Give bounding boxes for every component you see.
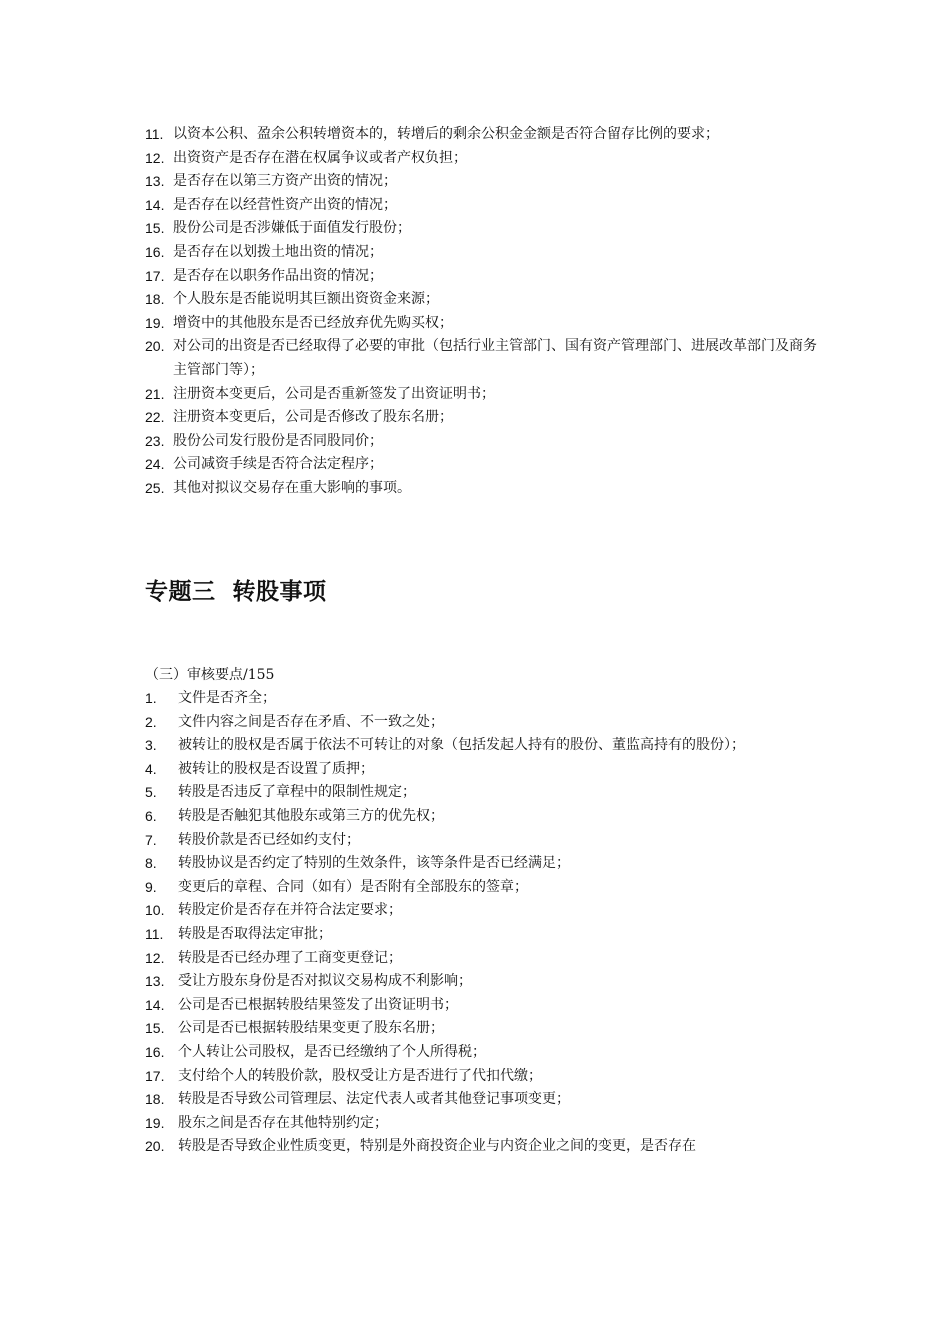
item-number: 24. xyxy=(145,456,165,473)
list-item xyxy=(145,711,825,735)
item-text: 增资中的其他股东是否已经放弃优先购买权； xyxy=(173,314,453,331)
share-transfer-points-list xyxy=(145,687,825,1159)
item-text: 被转让的股权是否属于依法不可转让的对象（包括发起人持有的股份、董监高持有的股份）； xyxy=(178,737,745,754)
list-item xyxy=(145,687,825,711)
item-number: 25. xyxy=(145,479,165,496)
item-text: 转股是否导致企业性质变更，特别是外商投资企业与内资企业之间的变更，是否存在 xyxy=(178,1138,696,1155)
list-item xyxy=(145,923,825,947)
item-number: 5. xyxy=(145,784,157,801)
item-text: 以资本公积、盈余公积转增资本的，转增后的剩余公积金金额是否符合留存比例的要求； xyxy=(173,126,719,142)
item-text: 个人股东是否能说明其巨额出资资金来源； xyxy=(173,291,439,308)
item-number: 3. xyxy=(145,737,157,754)
item-number: 14. xyxy=(145,196,165,213)
item-number: 12. xyxy=(145,949,165,966)
item-text: 转股协议是否约定了特别的生效条件，该等条件是否已经满足； xyxy=(178,855,570,872)
item-text: 转股是否触犯其他股东或第三方的优先权； xyxy=(178,807,444,824)
item-number: 19. xyxy=(145,314,165,331)
list-item xyxy=(145,335,825,382)
list-item xyxy=(145,1041,825,1065)
section-subheading: （三）审核要点/155 xyxy=(145,667,275,683)
list-item xyxy=(145,829,825,853)
item-number: 18. xyxy=(145,291,165,308)
list-item xyxy=(145,970,825,994)
item-number: 20. xyxy=(145,338,165,355)
item-number: 14. xyxy=(145,996,165,1013)
list-item xyxy=(145,241,825,265)
list-item xyxy=(145,406,825,430)
item-text: 转股是否违反了章程中的限制性规定； xyxy=(178,784,416,801)
item-text: 股东之间是否存在其他特别约定； xyxy=(178,1114,388,1131)
item-text: 转股是否取得法定审批； xyxy=(178,925,332,942)
item-text: 是否存在以经营性资产出资的情况； xyxy=(173,196,397,213)
list-item xyxy=(145,947,825,971)
item-number: 12. xyxy=(145,149,165,166)
item-number: 23. xyxy=(145,432,165,449)
item-number: 10. xyxy=(145,902,165,919)
list-item xyxy=(145,852,825,876)
list-item xyxy=(145,288,825,312)
list-item xyxy=(145,453,825,477)
item-text: 支付给个人的转股价款，股权受让方是否进行了代扣代缴； xyxy=(178,1067,542,1084)
list-item xyxy=(145,477,825,501)
item-number: 16. xyxy=(145,1043,165,1060)
list-item xyxy=(145,312,825,336)
item-text: 出资资产是否存在潜在权属争议或者产权负担； xyxy=(173,149,467,166)
item-number: 19. xyxy=(145,1114,165,1131)
item-text: 公司减资手续是否符合法定程序； xyxy=(173,456,383,473)
item-number: 20. xyxy=(145,1138,165,1155)
list-item xyxy=(145,123,825,147)
item-number: 2. xyxy=(145,713,157,730)
item-number: 9. xyxy=(145,878,157,895)
item-text: 转股是否导致公司管理层、法定代表人或者其他登记事项变更； xyxy=(178,1091,570,1108)
list-item xyxy=(145,1088,825,1112)
list-item xyxy=(145,1017,825,1041)
list-item xyxy=(145,876,825,900)
item-text: 是否存在以第三方资产出资的情况； xyxy=(173,173,397,190)
item-number: 21. xyxy=(145,385,165,402)
item-text: 股份公司是否涉嫌低于面值发行股份； xyxy=(173,220,411,237)
item-text: 公司是否已根据转股结果签发了出资证明书； xyxy=(178,996,458,1013)
item-number: 4. xyxy=(145,760,157,777)
item-text: 转股是否已经办理了工商变更登记； xyxy=(178,949,402,966)
item-number: 13. xyxy=(145,973,165,990)
item-text: 文件是否齐全； xyxy=(178,690,276,706)
section-title: 专题三 转股事项 xyxy=(145,579,327,605)
item-number: 1. xyxy=(145,690,157,706)
list-item xyxy=(145,383,825,407)
item-number: 22. xyxy=(145,409,165,426)
list-item xyxy=(145,170,825,194)
item-text: 转股价款是否已经如约支付； xyxy=(178,831,360,848)
item-text: 注册资本变更后，公司是否修改了股东名册； xyxy=(173,409,453,426)
item-text: 转股定价是否存在并符合法定要求； xyxy=(178,902,402,919)
item-number: 13. xyxy=(145,173,165,190)
item-number: 18. xyxy=(145,1091,165,1108)
list-item xyxy=(145,781,825,805)
item-text: 股份公司发行股份是否同股同价； xyxy=(173,432,383,449)
item-number: 11. xyxy=(145,126,164,142)
item-text: 其他对拟议交易存在重大影响的事项。 xyxy=(173,479,411,496)
list-item xyxy=(145,1112,825,1136)
list-item xyxy=(145,1135,825,1159)
item-text: 被转让的股权是否设置了质押； xyxy=(178,760,374,777)
item-text: 注册资本变更后，公司是否重新签发了出资证明书； xyxy=(173,385,495,402)
list-item xyxy=(145,430,825,454)
item-number: 15. xyxy=(145,1020,165,1037)
item-number: 8. xyxy=(145,855,157,872)
list-item xyxy=(145,1065,825,1089)
item-number: 7. xyxy=(145,831,157,848)
item-text: 是否存在以职务作品出资的情况； xyxy=(173,267,383,284)
item-number: 11. xyxy=(145,925,164,942)
item-number: 17. xyxy=(145,1067,165,1084)
item-number: 17. xyxy=(145,267,165,284)
item-text: 是否存在以划拨土地出资的情况； xyxy=(173,243,383,260)
item-number: 6. xyxy=(145,807,157,824)
list-item xyxy=(145,265,825,289)
list-item xyxy=(145,147,825,171)
list-item xyxy=(145,217,825,241)
list-item xyxy=(145,194,825,218)
audit-points-list-continued xyxy=(145,123,825,501)
item-text: 公司是否已根据转股结果变更了股东名册； xyxy=(178,1020,444,1037)
item-text: 对公司的出资是否已经取得了必要的审批（包括行业主管部门、国有资产管理部门、进展改革部门及商务主管部门等）； xyxy=(173,338,817,378)
item-text: 变更后的章程、合同（如有）是否附有全部股东的签章； xyxy=(178,878,528,895)
list-item xyxy=(145,734,825,758)
item-number: 16. xyxy=(145,243,165,260)
item-number: 15. xyxy=(145,220,165,237)
item-text: 受让方股东身份是否对拟议交易构成不利影响； xyxy=(178,973,472,990)
list-item xyxy=(145,899,825,923)
list-item xyxy=(145,994,825,1018)
item-text: 个人转让公司股权，是否已经缴纳了个人所得税； xyxy=(178,1043,486,1060)
item-text: 文件内容之间是否存在矛盾、不一致之处； xyxy=(178,713,444,730)
list-item xyxy=(145,758,825,782)
list-item xyxy=(145,805,825,829)
